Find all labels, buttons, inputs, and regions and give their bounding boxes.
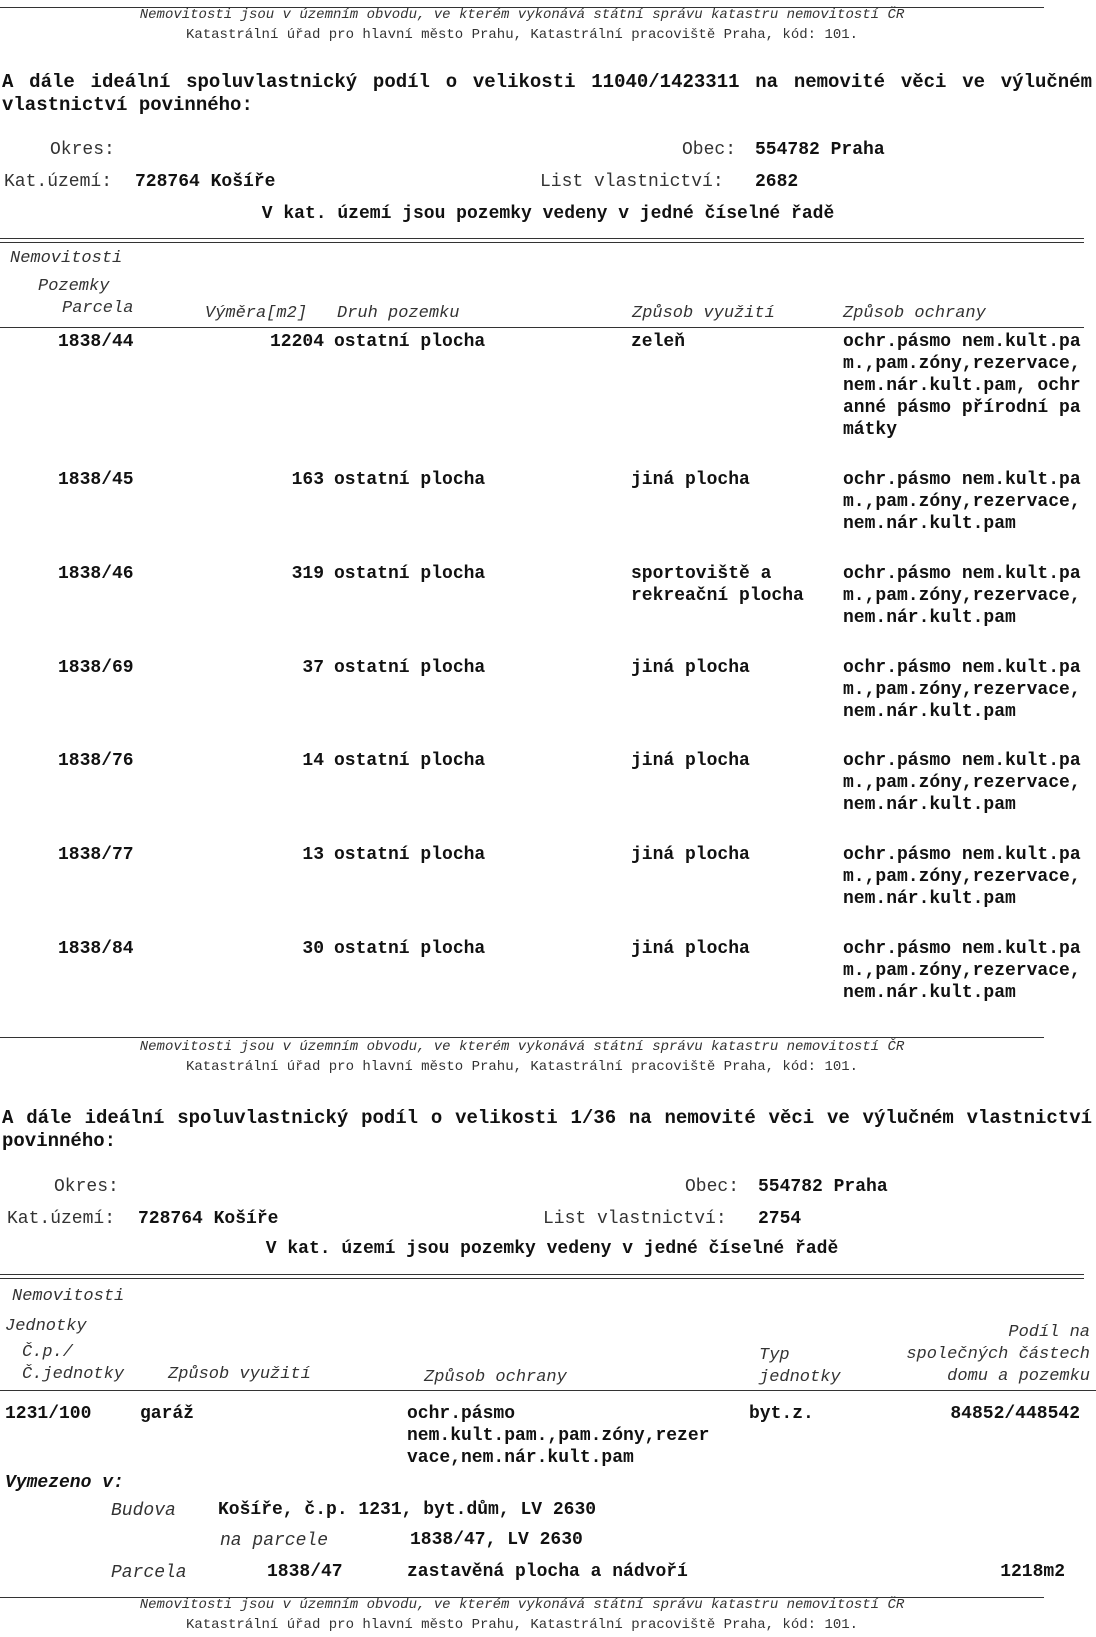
unit-protection-l3: vace,nem.nár.kult.pam <box>407 1448 634 1468</box>
parcel-number: 1838/84 <box>58 939 134 959</box>
parcela-label: Parcela <box>111 1563 187 1583</box>
land-type: ostatní plocha <box>334 658 486 678</box>
parcel-area: 37 <box>302 658 324 678</box>
land-use: sportoviště a rekreační plocha <box>631 564 804 606</box>
head-nemovitosti: Nemovitosti <box>12 1287 125 1306</box>
land-use: jiná plocha <box>631 751 750 771</box>
land-use: jiná plocha <box>631 845 750 865</box>
head-typ2: jednotky <box>759 1368 841 1387</box>
okres-label: Okres: <box>54 1177 119 1197</box>
footer-line2: Katastrální úřad pro hlavní město Prahu, Katastrální pracoviště Praha, kód: 101. <box>185 1059 859 1075</box>
parcel-number: 1838/69 <box>58 658 134 678</box>
lv-value: 2754 <box>758 1209 802 1229</box>
double-divider <box>0 238 1084 243</box>
katuzemi-value: 728764 Košíře <box>138 1209 279 1229</box>
parcela-value: 1838/47 <box>267 1562 343 1582</box>
footer-line1: Nemovitosti jsou v územním obvodu, ve kterém vykonává státní správu katastru nemovitostí ČR <box>139 1039 905 1055</box>
katuzemi-label: Kat.území: <box>4 172 113 192</box>
land-use: jiná plocha <box>631 939 750 959</box>
parcel-area: 30 <box>302 939 324 959</box>
land-type: ostatní plocha <box>334 332 486 352</box>
unit-use: garáž <box>140 1404 195 1424</box>
head-parcela: Parcela <box>62 299 134 318</box>
protection-type: ochr.pásmo nem.kult.pam.,pam.zóny,rezervace,nem.nár.kult.pam <box>843 751 1081 815</box>
footer-line1: Nemovitosti jsou v územním obvodu, ve kterém vykonává státní správu katastru nemovitostí ČR <box>139 1597 905 1613</box>
head-podil1: Podíl na <box>1008 1323 1090 1342</box>
parcel-area: 14 <box>302 751 324 771</box>
unit-type: byt.z. <box>749 1404 814 1424</box>
protection-type: ochr.pásmo nem.kult.pam.,pam.zóny,rezervace,nem.nár.kult.pam <box>843 564 1081 628</box>
footer-line2: Katastrální úřad pro hlavní město Prahu, Katastrální pracoviště Praha, kód: 101. <box>185 27 859 43</box>
head-podil2: společných částech <box>906 1345 1090 1364</box>
lv-label: List vlastnictví: <box>543 1209 727 1229</box>
vymezeno-label: Vymezeno v: <box>5 1473 124 1493</box>
header-underline <box>0 1390 1096 1391</box>
head-podil3: domu a pozemku <box>947 1367 1090 1386</box>
section2-intro: A dále ideální spoluvlastnický podíl o velikosti 1/36 na nemovité věci ve výlučném vlastnictví povinného: <box>2 1107 1092 1152</box>
parcel-number: 1838/77 <box>58 845 134 865</box>
protection-type: ochr.pásmo nem.kult.pam.,pam.zóny,rezervace,nem.nár.kult.pam <box>843 939 1081 1003</box>
land-use: jiná plocha <box>631 658 750 678</box>
protection-type: ochr.pásmo nem.kult.pam.,pam.zóny,rezervace,nem.nár.kult.pam <box>843 845 1081 909</box>
land-type: ostatní plocha <box>334 564 486 584</box>
obec-label: Obec: <box>685 1177 740 1197</box>
protection-type: ochr.pásmo nem.kult.pam.,pam.zóny,rezervace,nem.nár.kult.pam <box>843 470 1081 534</box>
obec-value: 554782 Praha <box>755 140 885 160</box>
lv-label: List vlastnictví: <box>540 172 724 192</box>
land-type: ostatní plocha <box>334 939 486 959</box>
parcel-series-note: V kat. území jsou pozemky vedeny v jedné číselné řadě <box>261 204 835 224</box>
parcel-area: 163 <box>291 470 324 490</box>
parcel-number: 1838/44 <box>58 332 134 352</box>
head-typ1: Typ <box>759 1346 790 1365</box>
head-ochrana: Způsob ochrany <box>843 304 986 323</box>
head-druh: Druh pozemku <box>337 304 460 323</box>
budova-label: Budova <box>111 1501 176 1521</box>
obec-value: 554782 Praha <box>758 1177 888 1197</box>
office-footer <box>0 1037 1044 1077</box>
budova-value: Košíře, č.p. 1231, byt.dům, LV 2630 <box>218 1500 597 1520</box>
okres-label: Okres: <box>50 140 115 160</box>
head-pozemky: Pozemky <box>38 277 110 296</box>
parcel-number: 1838/45 <box>58 470 134 490</box>
unit-share: 84852/448542 <box>950 1404 1080 1424</box>
head-cjednotky: Č.jednotky <box>22 1365 125 1384</box>
head-ochrana: Způsob ochrany <box>424 1368 567 1387</box>
parcela-area: 1218m2 <box>1000 1562 1065 1582</box>
head-vyuziti: Způsob využití <box>632 304 775 323</box>
protection-type: ochr.pásmo nem.kult.pam.,pam.zóny,rezervace,nem.nár.kult.pam, ochranné pásmo přírodní památky <box>843 332 1081 440</box>
land-type: ostatní plocha <box>334 470 486 490</box>
parcel-area: 319 <box>291 564 324 584</box>
parcel-series-note: V kat. území jsou pozemky vedeny v jedné číselné řadě <box>265 1239 839 1259</box>
head-vymera: Výměra[m2] <box>205 304 308 323</box>
na-parcele-value: 1838/47, LV 2630 <box>410 1530 583 1550</box>
office-footer <box>0 5 1044 45</box>
header-underline <box>0 327 1084 328</box>
parcel-area: 13 <box>302 845 324 865</box>
head-nemovitosti: Nemovitosti <box>10 249 123 268</box>
katuzemi-value: 728764 Košíře <box>135 172 276 192</box>
head-vyuziti: Způsob využití <box>168 1365 311 1384</box>
double-divider <box>0 1274 1084 1279</box>
land-use: jiná plocha <box>631 470 750 490</box>
head-cp: Č.p./ <box>22 1343 74 1362</box>
protection-type: ochr.pásmo nem.kult.pam.,pam.zóny,rezervace,nem.nár.kult.pam <box>843 658 1081 722</box>
parcel-area: 12204 <box>269 332 324 352</box>
land-use: zeleň <box>631 332 686 352</box>
section1-intro: A dále ideální spoluvlastnický podíl o velikosti 11040/1423311 na nemovité věci ve výlučném vlastnictví povinného: <box>2 71 1092 116</box>
unit-protection-l1: ochr.pásmo <box>407 1404 516 1424</box>
katuzemi-label: Kat.území: <box>7 1209 116 1229</box>
head-jednotky: Jednotky <box>5 1317 87 1336</box>
parcel-number: 1838/46 <box>58 564 134 584</box>
footer-line2: Katastrální úřad pro hlavní město Prahu, Katastrální pracoviště Praha, kód: 101. <box>185 1617 859 1633</box>
land-type: ostatní plocha <box>334 845 486 865</box>
footer-line1: Nemovitosti jsou v územním obvodu, ve kterém vykonává státní správu katastru nemovitostí ČR <box>139 7 905 23</box>
obec-label: Obec: <box>682 140 737 160</box>
land-type: ostatní plocha <box>334 751 486 771</box>
parcela-land-type: zastavěná plocha a nádvoří <box>407 1562 688 1582</box>
office-footer <box>0 1595 1044 1635</box>
unit-protection-l2: nem.kult.pam.,pam.zóny,rezer <box>407 1426 710 1446</box>
na-parcele-label: na parcele <box>220 1531 329 1551</box>
lv-value: 2682 <box>755 172 799 192</box>
unit-number: 1231/100 <box>5 1404 92 1424</box>
parcel-number: 1838/76 <box>58 751 134 771</box>
